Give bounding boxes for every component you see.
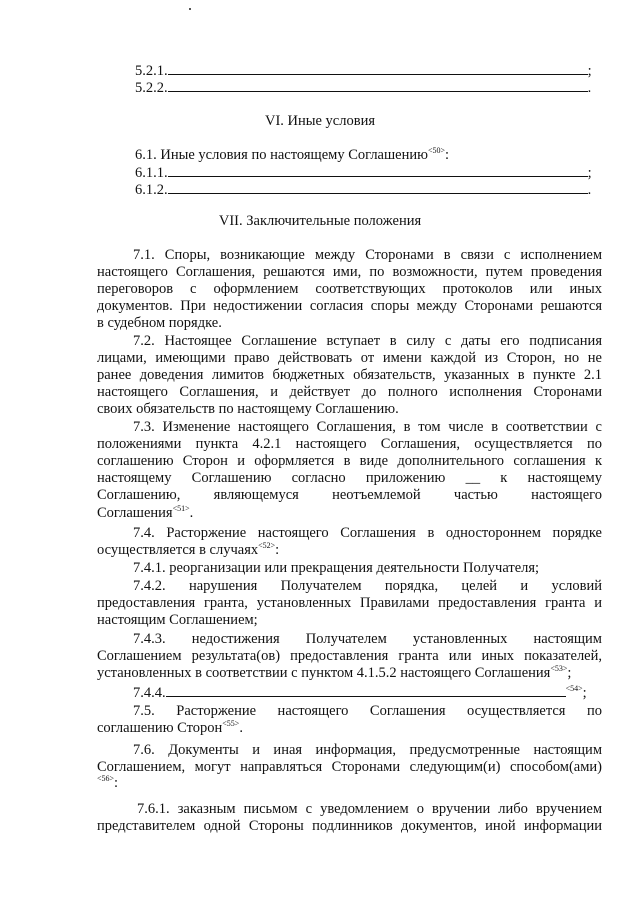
- scan-speck: [189, 8, 191, 10]
- item-number: 7.4.4.: [133, 685, 166, 701]
- item-5-2-1: [135, 62, 592, 79]
- para-end: .: [239, 720, 243, 736]
- blank-line: [168, 181, 588, 194]
- para-7-1-line: переговоров с оформлением соответствующих протоколов или иных: [97, 281, 602, 297]
- para-7-3-line: соглашению Сторон и оформляется в виде дополнительного соглашения к: [97, 453, 602, 469]
- para-7-1-line: 7.1. Споры, возникающие между Сторонами в связи с исполнением: [133, 247, 602, 263]
- item-end: ;: [582, 685, 587, 701]
- para-7-5-line: 7.5. Расторжение настоящего Соглашения осуществляется по: [133, 703, 602, 719]
- para-7-2-line: 7.2. Настоящее Соглашение вступает в силу с даты его подписания: [133, 333, 602, 349]
- para-7-1-line: настоящего Соглашения, решаются ими, по возможности, путем проведения: [97, 264, 602, 280]
- footnote-ref: <53>: [550, 664, 568, 673]
- item-5-2-2: [135, 79, 591, 96]
- para-text: соглашению Сторон: [97, 720, 223, 736]
- para-7-2-line: настоящего Соглашения, и действует до полного исполнения Сторонами: [97, 384, 602, 400]
- para-text: Соглашения: [97, 505, 173, 521]
- item-end: ;: [587, 63, 592, 79]
- item-6-1-2: [135, 181, 591, 198]
- item-number: 5.2.2.: [135, 80, 168, 96]
- item-end: ;: [587, 165, 592, 181]
- blank-line: [168, 62, 588, 75]
- para-end: :: [275, 542, 280, 558]
- blank-line: [166, 684, 566, 697]
- section-6-title: VI. Иные условия: [264, 113, 376, 129]
- para-7-4-3-line: 7.4.3. недостижения Получателем установленных настоящим: [133, 631, 602, 647]
- item-number: 5.2.1.: [135, 63, 168, 79]
- blank-line: [168, 164, 588, 177]
- para-7-1-line: документов. При недостижении согласия споры между Сторонами решаются: [97, 298, 602, 314]
- para-7-6-1-line: 7.6.1. заказным письмом с уведомлением о вручении либо вручением: [137, 801, 602, 817]
- para-7-6-1-line: представителем одной Стороны подлинников документов, иной информации: [97, 818, 602, 834]
- para-end: ;: [567, 665, 572, 681]
- section-7-title: VII. Заключительные положения: [218, 213, 422, 229]
- footnote-ref: <51>: [172, 504, 190, 513]
- item-6-1-1: [135, 164, 592, 181]
- para-7-6-line: Соглашением, могут направляться Сторонами следующим(и) способом(ами): [97, 759, 602, 775]
- para-7-4-line: 7.4. Расторжение настоящего Соглашения в одностороннем порядке: [133, 525, 602, 541]
- item-number: 6.1.2.: [135, 182, 168, 198]
- para-7-2-line: лицами, имеющими право действовать от имени каждой из Сторон, но не: [97, 350, 602, 366]
- para-7-3-line: 7.3. Изменение настоящего Соглашения, в том числе в соответствии с: [133, 419, 602, 435]
- para-7-4-3-line: Соглашением результата(ов) предоставления гранта или иных показателей,: [97, 648, 602, 664]
- para-end: :: [114, 775, 119, 791]
- para-7-1-line: в судебном порядке.: [97, 315, 222, 331]
- para-7-2-line: ранее доведения лимитов бюджетных обязательств, указанных в пункте 2.1: [97, 367, 602, 383]
- para-7-3-line: Соглашению, являющемуся неотъемлемой частью настоящего: [97, 487, 602, 503]
- para-7-3-line: настоящему Соглашению согласно приложению __ к настоящему: [97, 470, 602, 486]
- para-6-1: [135, 147, 449, 163]
- para-7-6-line: 7.6. Документы и иная информация, предусмотренные настоящим: [133, 742, 602, 758]
- footnote-ref: <52>: [258, 541, 276, 550]
- item-end: .: [587, 182, 592, 198]
- para-7-4-1: 7.4.1. реорганизации или прекращения деятельности Получателя;: [133, 560, 540, 576]
- para-7-4-3-last: [97, 665, 571, 681]
- item-number: 6.1.1.: [135, 165, 168, 181]
- para-text: осуществляется в случаях: [97, 542, 259, 558]
- para-7-3-line: положениями пункта 4.2.1 настоящего Соглашения, осуществляется по: [97, 436, 602, 452]
- item-7-4-4: [133, 684, 587, 701]
- para-7-4-2-line: предоставления гранта, установленных Правилами предоставления гранта и: [97, 595, 602, 611]
- para-7-4-2-line: 7.4.2. нарушения Получателем порядка, целей и условий: [133, 578, 602, 594]
- para-7-6-ref: [97, 775, 118, 791]
- para-end: :: [444, 147, 450, 163]
- para-end: .: [189, 505, 194, 521]
- footnote-ref: <55>: [222, 719, 240, 728]
- para-7-4-2-line: настоящим Соглашением;: [97, 612, 258, 628]
- para-text: установленных в соответствии с пунктом 4.1.5.2 настоящего Соглашения: [97, 665, 551, 681]
- footnote-ref: <50>: [427, 146, 445, 155]
- blank-line: [168, 79, 588, 92]
- footnote-ref: <56>: [97, 774, 115, 783]
- para-7-2-line: своих обязательств по настоящему Соглашению.: [97, 401, 399, 417]
- para-7-5-line: [97, 720, 243, 736]
- item-end: .: [587, 80, 592, 96]
- para-7-3-last: [97, 505, 193, 521]
- para-text: 6.1. Иные условия по настоящему Соглашению: [135, 147, 428, 163]
- footnote-ref: <54>: [565, 684, 583, 693]
- para-7-4-line: [97, 542, 279, 558]
